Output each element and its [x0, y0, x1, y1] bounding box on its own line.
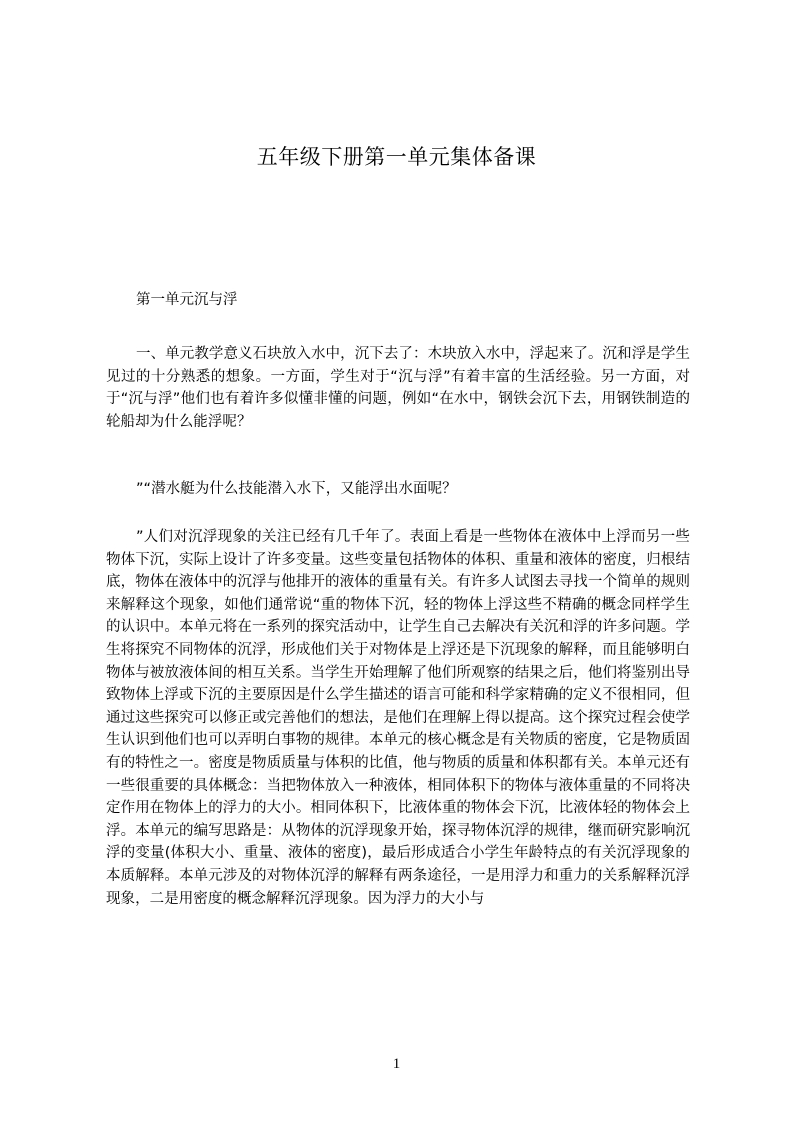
- document-title: 五年级下册第一单元集体备课: [256, 145, 537, 169]
- page-number: 1: [392, 1056, 401, 1072]
- paragraph-submarine-question: ”“潜水艇为什么技能潜入水下，又能浮出水面呢？: [136, 481, 457, 497]
- paragraph-unit-overview: ”人们对沉浮现象的关注已经有几千年了。表面上看是一些物体在液体中上浮而另一些物体下沉，实际上设计了许多变量。这些变量包括物体的体积、重量和液体的密度，归根结底，物体在液体中的沉浮与他排开的液体的重量有关。有许多人试图去寻找一个简单的规则来解释这个现象，如他们通常说“重的物体下沉，轻的物体上浮这些不精确的概念同样学生的认识中。本单元将在一系列的探究活动中，让学生自己去解决有关沉和浮的许多问题。学生将探究不同物体的沉浮，形成他们关于对物体是上浮还是下沉现象的解释，而且能够明白物体与被放液体间的相互关系。当学生开始理解了他们所观察的结果之后，他们将鉴别出导致物体上浮或下沉的主要原因是什么学生描述的语言可能和科学家精确的定义不很相同，但通过这些探究可以修正或完善他们的想法，是他们在理解上得以提高。这个探究过程会使学生认识到他们也可以弄明白事物的规律。本单元的核心概念是有关物质的密度，它是物质固有的特性之一。密度是物质质量与体积的比值，他与物质的质量和体积都有关。本单元还有一些很重要的具体概念：当把物体放入一种液体，相同体积下的物体与液体重量的不同将决定作用在物体上的浮力的大小。相同体积下，比液体重的物体会下沉，比液体轻的物体会上浮。本单元的编写思路是：从物体的沉浮现象开始，探寻物体沉浮的规律，继而研究影响沉浮的变量(体积大小、重量、液体的密度)，最后形成适合小学生年龄特点的有关沉浮现象的本质解释。本单元涉及的对物体沉浮的解释有两条途径，一是用浮力和重力的关系解释沉浮现象，二是用密度的概念解释沉浮现象。因为浮力的大小与: [106, 529, 690, 907]
- paragraph-teaching-significance: 一、单元教学意义石块放入水中，沉下去了：木块放入水中，浮起来了。沉和浮是学生见过的十分熟悉的想象。一方面，学生对于“沉与浮”有着丰富的生活经验。另一方面，对于“沉与浮”他们也有着许多似懂非懂的问题，例如“在水中，钢铁会沉下去，用钢铁制造的轮船却为什么能浮呢？: [106, 346, 690, 430]
- unit-heading: 第一单元沉与浮: [136, 292, 238, 308]
